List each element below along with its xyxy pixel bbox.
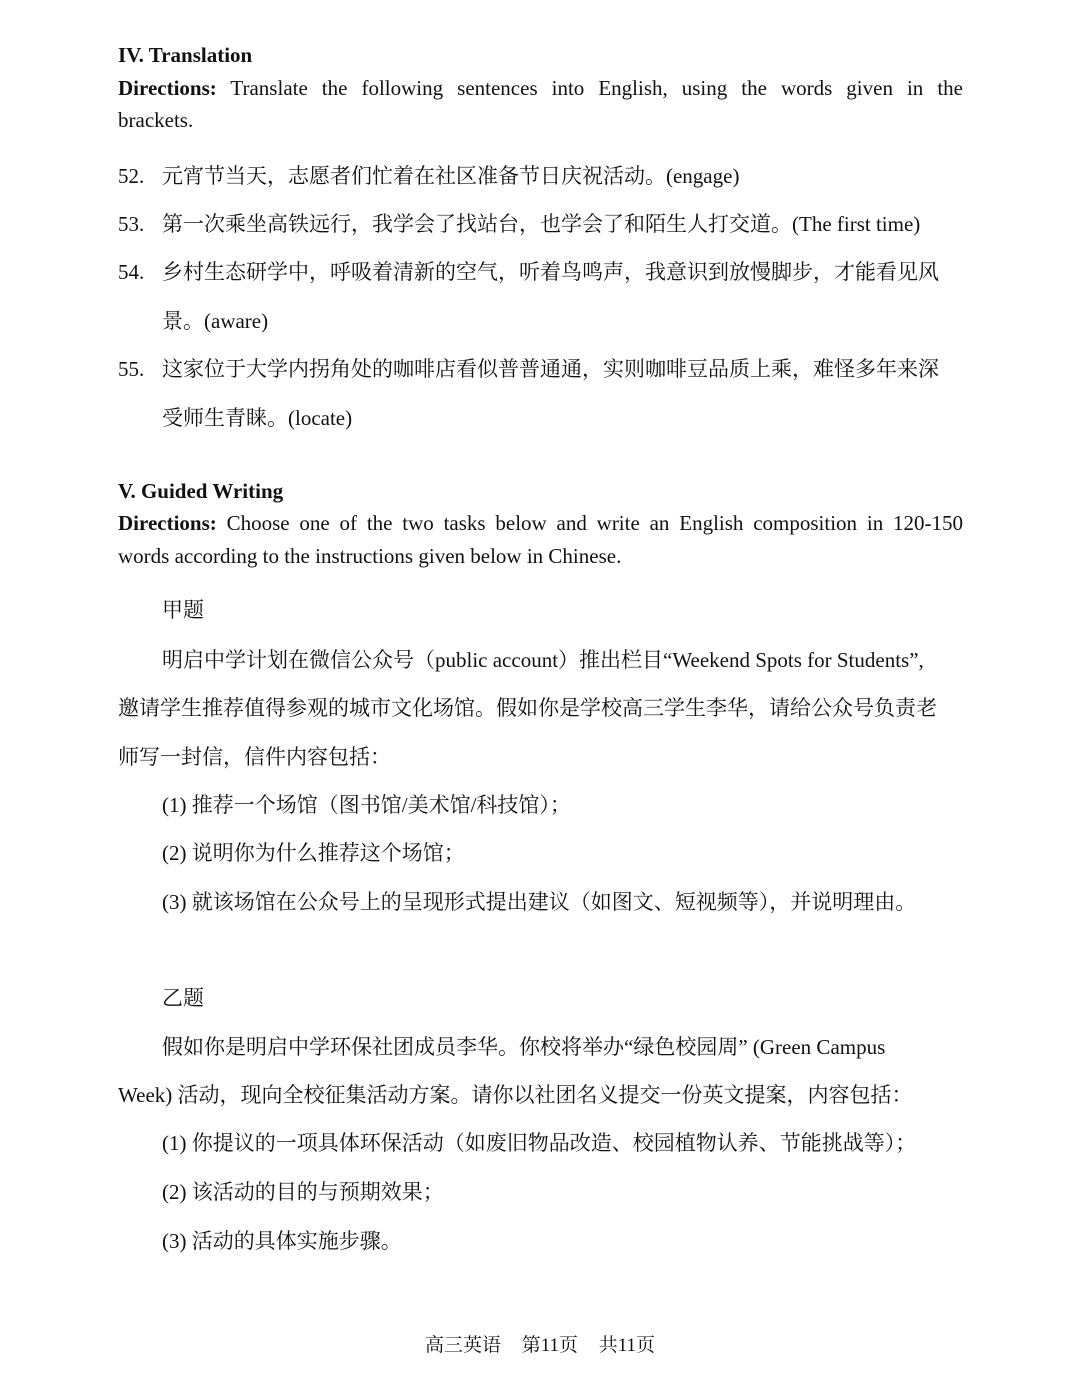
directions-line (118, 74, 963, 102)
question-text: 元宵节当天，志愿者们忙着在社区准备节日庆祝活动。(engage) (162, 164, 740, 188)
task-point: (1) 你提议的一项具体环保活动（如废旧物品改造、校园植物认养、节能挑战等）； (162, 1131, 917, 1155)
task-point: (2) 该活动的目的与预期效果； (162, 1180, 444, 1204)
page-footer (0, 1333, 1080, 1359)
footer-subject: 高三英语 (424, 1335, 501, 1356)
task-point: (3) 活动的具体实施步骤。 (162, 1229, 402, 1253)
question-number: 55. (118, 357, 145, 381)
footer-total-pages: 共11页 (598, 1335, 656, 1356)
task-point: (1) 推荐一个场馆（图书馆/美术馆/科技馆）； (162, 793, 571, 817)
section-heading: V. Guided Writing (118, 479, 284, 503)
directions-line (118, 509, 963, 537)
question-text-cont: 受师生青睐。(locate) (162, 406, 353, 430)
section-heading: IV. Translation (118, 43, 253, 67)
directions-label: Directions: (118, 76, 217, 100)
task-point: (3) 就该场馆在公众号上的呈现形式提出建议（如图文、短视频等），并说明理由。 (162, 890, 917, 914)
directions-text: Translate the following sentences into English, using the words given in the (230, 76, 963, 100)
footer-page-number: 第11页 (521, 1335, 578, 1356)
question-text: 乡村生态研学中，呼吸着清新的空气，听着鸟鸣声，我意识到放慢脚步，才能看见风 (162, 260, 939, 284)
question-number: 53. (118, 212, 145, 236)
question-text-cont: 景。(aware) (162, 309, 269, 333)
task-title: 甲题 (162, 598, 204, 622)
question-number: 54. (118, 260, 145, 284)
task-paragraph: 邀请学生推荐值得参观的城市文化场馆。假如你是学校高三学生李华，请给公众号负责老 (118, 696, 937, 720)
task-title: 乙题 (162, 986, 204, 1010)
directions-text: Choose one of the two tasks below and write an English composition in 120-150 (226, 511, 963, 535)
question-text: 这家位于大学内拐角处的咖啡店看似普普通通，实则咖啡豆品质上乘，难怪多年来深 (162, 357, 939, 381)
question-text: 第一次乘坐高铁远行，我学会了找站台，也学会了和陌生人打交道。(The first time) (162, 212, 921, 236)
task-paragraph: 明启中学计划在微信公众号（public account）推出栏目“Weekend Spots for Students”, (162, 648, 924, 672)
directions-line: words according to the instructions given below in Chinese. (118, 544, 622, 568)
task-paragraph: 假如你是明启中学环保社团成员李华。你校将举办“绿色校园周” (Green Campus (162, 1035, 886, 1059)
directions-label: Directions: (118, 511, 217, 535)
directions-line: brackets. (118, 108, 194, 132)
task-paragraph: Week) 活动，现向全校征集活动方案。请你以社团名义提交一份英文提案，内容包括： (118, 1083, 913, 1107)
task-paragraph: 师写一封信，信件内容包括： (118, 745, 391, 769)
task-point: (2) 说明你为什么推荐这个场馆； (162, 841, 465, 865)
question-number: 52. (118, 164, 145, 188)
